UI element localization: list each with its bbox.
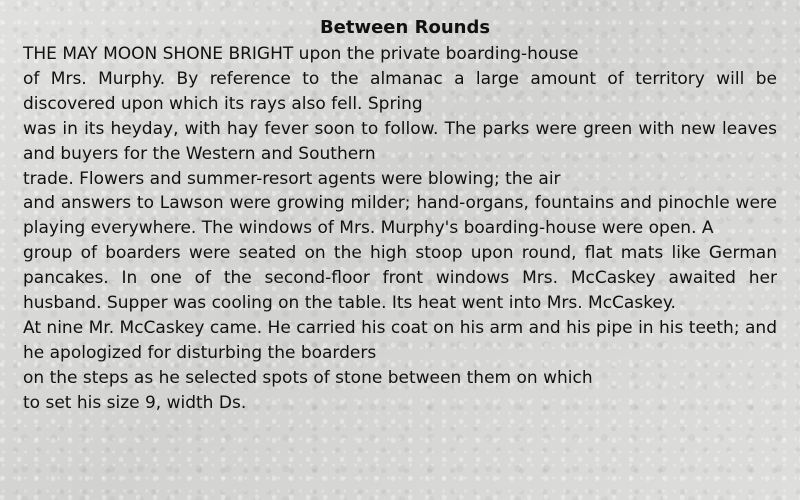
paragraph-7: At nine Mr. McCaskey came. He carried his coat on his arm and his pipe in his teeth; and he apologized for disturbing the boarders	[23, 317, 777, 363]
paragraph-4: trade. Flowers and summer-resort agents were blowing; the air	[23, 168, 561, 189]
paragraph-9: to set his size 9, width Ds.	[23, 392, 247, 413]
paragraph-8: on the steps as he selected spots of stone between them on which	[23, 367, 593, 388]
document-page	[23, 14, 777, 416]
paragraph-3: was in its heyday, with hay fever soon to follow. The parks were green with new leaves and buyers for the Western and Southern	[23, 118, 777, 164]
document-title: Between Rounds	[319, 17, 491, 38]
paragraph-2: of Mrs. Murphy. By reference to the almanac a large amount of territory will be discovered upon which its rays also fell. Spring	[23, 68, 777, 114]
paragraph-1: THE MAY MOON SHONE BRIGHT upon the private boarding-house	[23, 44, 579, 64]
paragraph-6: group of boarders were seated on the high stoop upon round, flat mats like German pancakes. In one of the second-floor front windows Mrs. McCaskey awaited her husband. Supper was cooling on the table. Its heat went into Mrs. McCaskey.	[23, 243, 777, 314]
paragraph-5: and answers to Lawson were growing milder; hand-organs, fountains and pinochle were playing everywhere. The windows of Mrs. Murphy's boarding-house were open. A	[23, 193, 777, 239]
